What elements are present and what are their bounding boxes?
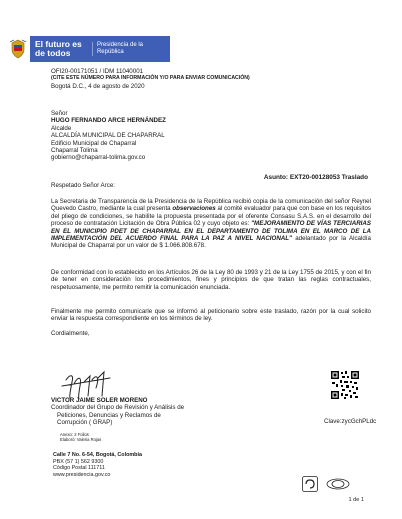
recipient-role: Alcalde <box>51 124 72 132</box>
icontec-certification-icon <box>302 476 318 492</box>
handwritten-signature <box>60 366 130 400</box>
recipient-city: Chaparral Tolima <box>51 147 98 155</box>
footer-address <box>53 452 142 478</box>
logo-subtext: Presidencia de la República <box>92 42 170 56</box>
reference-note: (CITE ESTE NÚMERO PARA INFORMACIÓN Y/O PARA ENVIAR COMUNICACIÓN) <box>51 75 250 82</box>
signer-title-line-2: Peticiones, Denuncias y Reclamos de <box>57 411 161 419</box>
p1-project-title: "MEJORAMIENTO DE VÍAS TERCIARIAS EN EL MUNICIPIO PDET DE CHAPARRAL EN EL DEPARTAMENTO DE TOLIMA EN EL MARCO DE LA IMPLEMENTACIÓN DEL ACUERDO FINAL PARA LA PAZ A NIVEL NACIONAL" <box>51 220 371 243</box>
footer-street: Calle 7 No. 6-54, Bogotá, Colombia <box>53 452 142 458</box>
recipient-name: HUGO FERNANDO ARCE HERNÁNDEZ <box>51 117 166 125</box>
recipient-title: Señor <box>51 110 68 117</box>
prepared-by-line: Elaboró: Valeria Rojas <box>60 437 102 442</box>
qr-code-icon <box>330 370 360 400</box>
certification-caption <box>303 496 304 500</box>
footer-postal: Código Postal 111711 <box>53 465 105 472</box>
reference-number: OFI20-00171051 / IDM 11040001 <box>51 68 144 75</box>
recipient-org: ALCALDÍA MUNICIPAL DE CHAPARRAL <box>51 132 165 140</box>
logo-text: El futuro es de todos <box>35 39 82 58</box>
signer-title-line-3: Corrupción ( GRAP) <box>57 419 113 427</box>
coat-of-arms-icon <box>6 36 30 62</box>
p1-part-e: adelantado por la Alcaldía Municipal de Chaparral por un valor de $ 1.066.808.678. <box>51 235 371 250</box>
signer-name: VICTOR JAIME SOLER MORENO <box>51 397 148 404</box>
body-paragraph-1 <box>51 198 371 250</box>
annex-note <box>60 432 101 442</box>
annex-line: Anexo: 2 Folios <box>60 432 89 437</box>
body-paragraph-3: Finalmente me permito comunicarle que se informó al peticionario sobre este traslado, razón por la cual solicito enviar la respuesta correspondiente en los términos de ley. <box>51 308 371 323</box>
reference-block <box>51 68 250 90</box>
iqnet-certification-icon <box>326 478 350 490</box>
recipient-email: gobierno@chaparral-tolima.gov.co <box>51 154 146 162</box>
footer-phone: PBX (57 1) 562 9300 <box>53 458 104 465</box>
recipient-building: Edificio Municipal de Chaparral <box>51 139 137 147</box>
logo-band <box>30 36 170 62</box>
recipient-block <box>51 110 166 162</box>
date-line: Bogotá D.C., 4 de agosto de 2020 <box>51 82 145 90</box>
page-number: 1 de 1 <box>348 497 364 503</box>
body-paragraph-2: De conformidad con lo establecido en los Artículos 26 de la Ley 80 de 1993 y 21 de la Ley 1755 de 2015, y con el fin de tener en consideración los procedimientos, fines y principios de que tratan las reglas contractuales, respetuosamente, me permito remitir la comunicación enunciada. <box>51 269 371 291</box>
salutation: Respetado Señor Arce: <box>51 182 115 189</box>
signer-title-line-1: Coordinador del Grupo de Revisión y Análisis de <box>51 404 185 412</box>
footer-website: www.presidencia.gov.co <box>53 471 111 478</box>
letterhead-logo <box>6 36 170 62</box>
qr-key-label: Clave:zycGchPLdc <box>324 418 377 425</box>
signer-block <box>51 397 184 427</box>
p1-part-a: La Secretaria de Transparencia de la Presidencia de la República recibió copia de la comunicación del señor Reynel Quevedo Castro, mediante la cual presenta <box>51 198 371 213</box>
subject-line: Asunto: EXT20-00128053 Traslado <box>263 174 368 181</box>
p1-emphasis-observaciones: observaciones <box>172 205 216 213</box>
p1-part-c: al comité evaluador para que con base en los requisitos del pliego de condiciones, se habilite la propuesta presentada por el oferente Consasu S.A.S. en el desarrollo del proceso de contratación Licitación de Obra Pública 02 y cuyo objeto es: <box>51 205 371 228</box>
closing: Cordialmente, <box>51 330 90 337</box>
